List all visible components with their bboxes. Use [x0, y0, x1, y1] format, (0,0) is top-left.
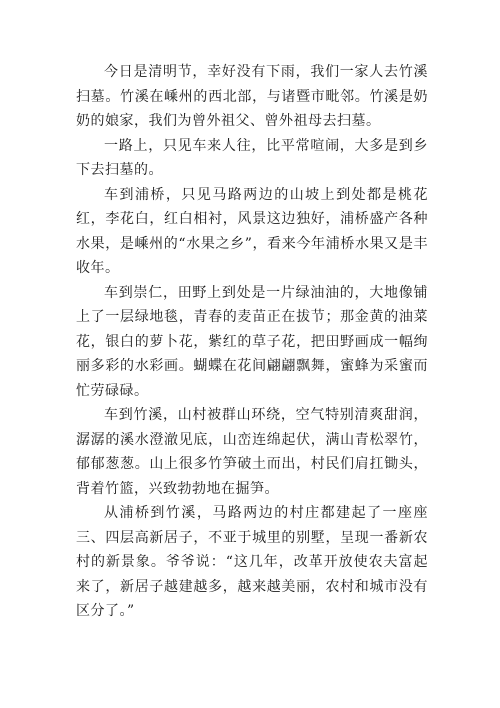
paragraph-4: 车到崇仁，田野上到处是一片绿油油的，大地像铺上了一层绿地毯，青春的麦苗正在拔节；那金黄的油菜花，银白的萝卜花，紫红的草子花，把田野画成一幅绚丽多彩的水彩画。蝴蝶在花间翩翩飘舞，蜜蜂为采蜜而忙劳碌碌。 — [76, 284, 428, 399]
paragraph-2: 一路上，只见车来人往，比平常喧闹，大多是到乡下去扫墓的。 — [76, 137, 428, 178]
essay-body — [76, 60, 428, 624]
paragraph-5: 车到竹溪，山村被群山环绕，空气特别清爽甜润，潺潺的溪水澄澈见底，山峦连绵起伏，满山青松翠竹，郁郁葱葱。山上很多竹笋破土而出，村民们肩扛锄头，背着竹篮，兴致勃勃地在掘笋。 — [76, 407, 428, 497]
paragraph-6: 从浦桥到竹溪，马路两边的村庄都建起了一座座三、四层高新居子，不亚于城里的别墅，呈现一番新农村的新景象。爷爷说：“这几年，改革开放使农夫富起来了，新居子越建越多，越来越美丽，农村和城市没有区分了。” — [76, 505, 428, 619]
paragraph-3: 车到浦桥，只见马路两边的山坡上到处都是桃花红，李花白，红白相衬，风景这边独好，浦桥盛产各种水果，是嵊州的“水果之乡”，看来今年浦桥水果又是丰收年。 — [76, 186, 428, 276]
paragraph-1: 今日是清明节，幸好没有下雨，我们一家人去竹溪扫墓。竹溪在嵊州的西北部，与诸暨市毗邻。竹溪是奶奶的娘家，我们为曾外祖父、曾外祖母去扫墓。 — [76, 64, 428, 129]
